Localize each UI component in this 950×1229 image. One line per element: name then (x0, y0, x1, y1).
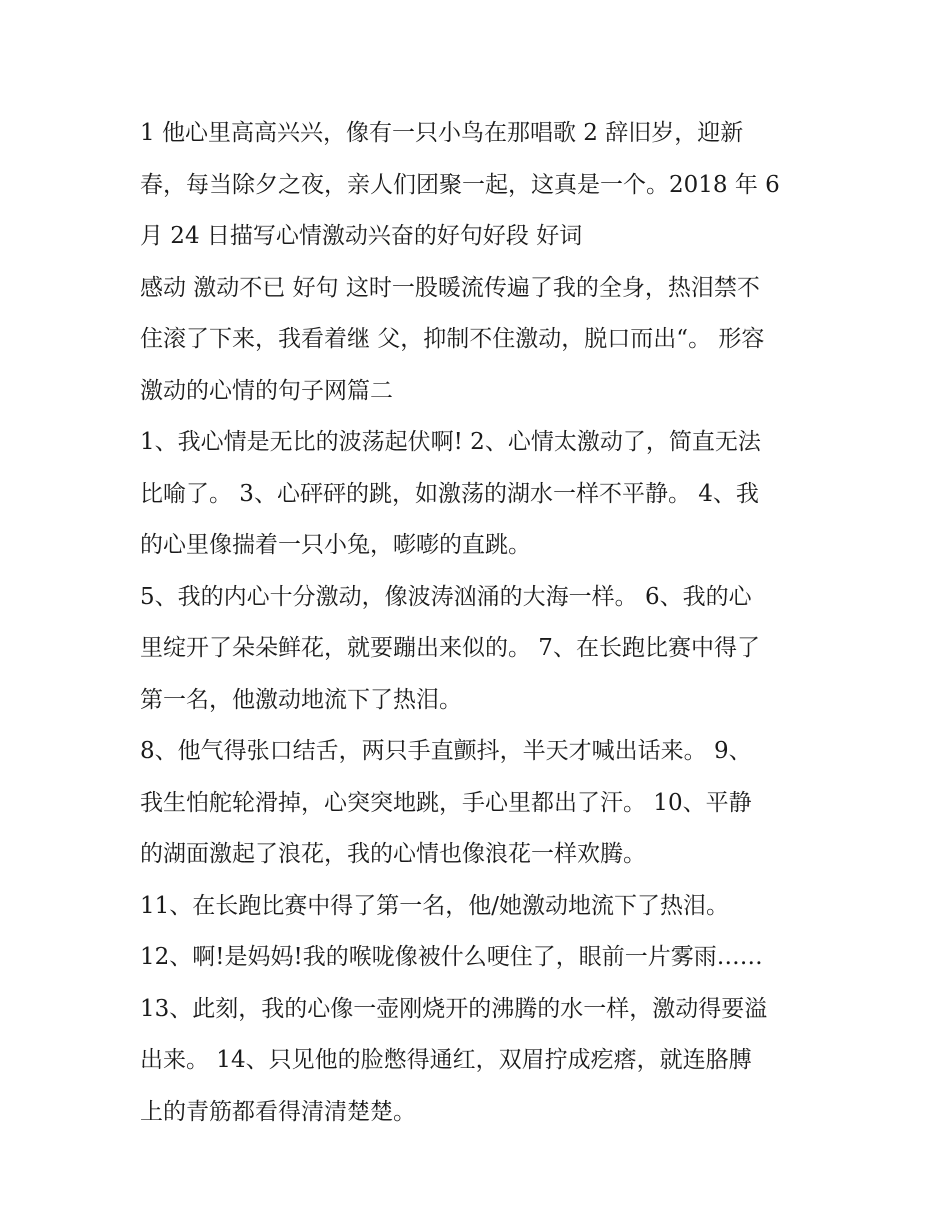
paragraph-6 (140, 881, 820, 933)
paragraph-5 (140, 726, 820, 881)
paragraph-line: 8、他气得张口结舌，两只手直颤抖，半天才喊出话来。 9、 (140, 738, 752, 764)
paragraph-4 (140, 572, 820, 727)
paragraph-1 (140, 108, 820, 263)
paragraph-line: 出来。 14、只见他的脸憋得通红，双眉拧成疙瘩，就连胳膊 (140, 1047, 752, 1073)
paragraph-2 (140, 263, 820, 418)
paragraph-line: 感动 激动不已 好句 这时一股暖流传遍了我的全身，热泪禁不 (140, 274, 760, 301)
paragraph-line: 我生怕舵轮滑掉，心突突地跳，手心里都出了汗。 10、平静 (140, 789, 752, 816)
paragraph-line: 5、我的内心十分激动，像波涛汹涌的大海一样。 6、我的心 (140, 583, 752, 610)
paragraph-line: 激动的心情的句子网篇二 (140, 377, 393, 404)
document-body (140, 108, 820, 1138)
paragraph-line: 的心里像揣着一只小兔，嘭嘭的直跳。 (140, 532, 531, 558)
paragraph-line: 12、啊!是妈妈!我的喉咙像被什么哽住了，眼前一片雾雨…… (140, 944, 763, 970)
paragraph-line: 月 24 日描写心情激动兴奋的好句好段 好词 (140, 223, 583, 249)
paragraph-line: 第一名，他激动地流下了热泪。 (140, 686, 462, 713)
paragraph-7 (140, 932, 820, 984)
paragraph-3 (140, 417, 820, 572)
paragraph-line: 11、在长跑比赛中得了第一名，他/她激动地流下了热泪。 (140, 892, 730, 919)
paragraph-line: 的湖面激起了浪花，我的心情也像浪花一样欢腾。 (140, 841, 646, 867)
paragraph-line: 上的青筋都看得清清楚楚。 (140, 1098, 416, 1125)
paragraph-line: 13、此刻，我的心像一壶刚烧开的沸腾的水一样，激动得要溢 (140, 995, 768, 1022)
paragraph-line: 春，每当除夕之夜，亲人们团聚一起，这真是一个。2018 年 6 (140, 171, 780, 198)
paragraph-8 (140, 984, 820, 1139)
paragraph-line: 住滚了下来，我看着继 父，抑制不住激动，脱口而出“。 形容 (140, 326, 765, 352)
paragraph-line: 1、我心情是无比的波荡起伏啊! 2、心情太激动了，简直无法 (140, 429, 761, 455)
paragraph-line: 1 他心里高高兴兴，像有一只小鸟在那唱歌 2 辞旧岁，迎新 (140, 120, 744, 146)
paragraph-line: 比喻了。 3、心砰砰的跳，如激荡的湖水一样不平静。 4、我 (140, 480, 759, 507)
paragraph-line: 里绽开了朵朵鲜花，就要蹦出来似的。 7、在长跑比赛中得了 (140, 635, 760, 661)
